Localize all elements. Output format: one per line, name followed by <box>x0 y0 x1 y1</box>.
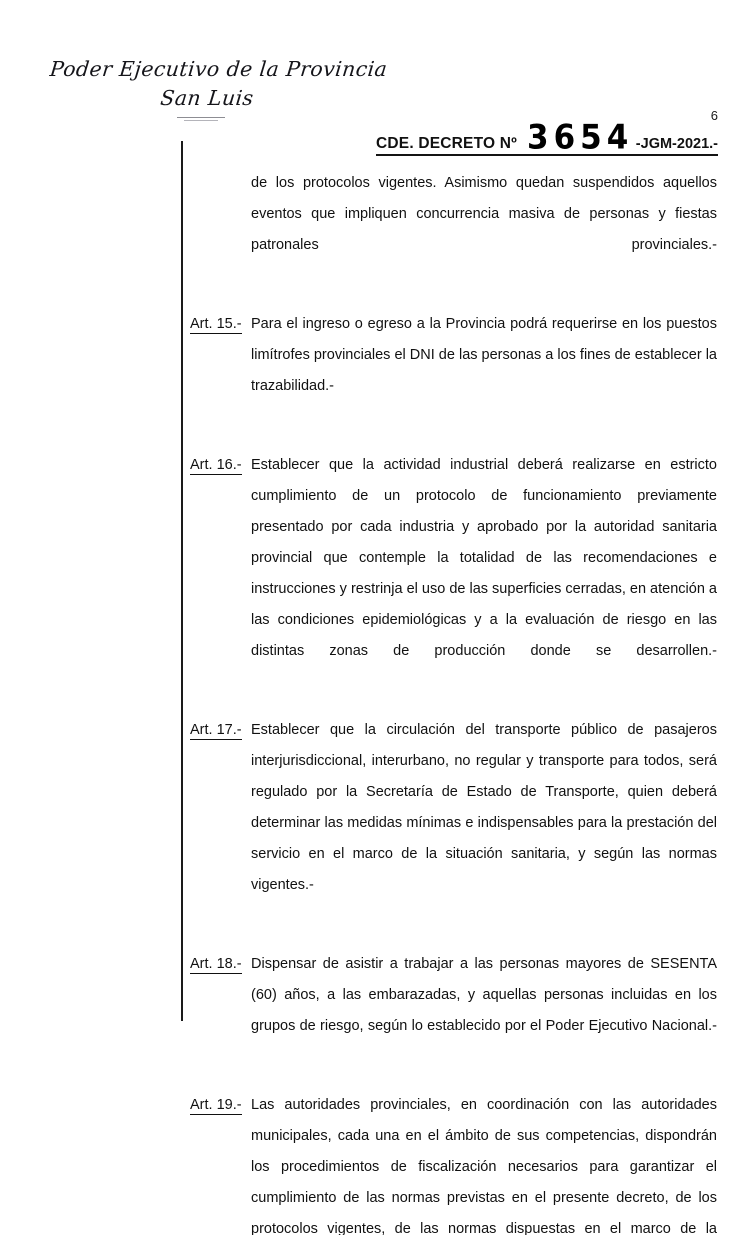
article-label-text: Art. 15.- <box>190 316 242 332</box>
article-label <box>190 715 251 746</box>
decree-number: 3654 <box>527 118 634 157</box>
decree-header-line <box>376 118 718 157</box>
letterhead-line-1: Poder Ejecutivo de la Provincia <box>48 57 389 81</box>
article-label <box>190 309 251 340</box>
article-label <box>190 949 251 980</box>
article-19 <box>190 1090 717 1235</box>
article-text: Dispensar de asistir a trabajar a las personas mayores de SESENTA (60) años, a las embarazadas, y aquellas personas incluidas en los grupos de riesgo, según lo establecido por el Poder Ejecutivo Nacional.- <box>251 956 717 1034</box>
article-text: Establecer que la actividad industrial deberá realizarse en estricto cumplimiento de un protocolo de funcionamiento previamente presentado por cada industria y aprobado por la autoridad sanitaria provincial que contemple la totalidad de las recomendaciones e instrucciones y restrinja el uso de las superficies cerradas, en atención a las condiciones epidemiológicas y a la evaluación de riesgo en las distintas zonas de producción donde se desarrollen.- <box>251 457 717 659</box>
article-18 <box>190 949 717 1073</box>
letterhead <box>40 57 389 123</box>
article-15 <box>190 309 717 433</box>
article-16 <box>190 450 717 698</box>
article-text: Las autoridades provinciales, en coordinación con las autoridades municipales, cada una en el ámbito de sus competencias, dispondrán los procedimientos de fiscalización necesarios para garantizar el cumplimiento de las normas previstas en el presente decreto, de los protocolos vigentes, de las normas dispuestas en el marco de la <box>251 1097 717 1235</box>
page-number: 6 <box>710 108 718 123</box>
decree-label: CDE. DECRETO Nº <box>376 134 518 152</box>
article-label-text: Art. 17.- <box>190 722 242 738</box>
left-margin-rule <box>181 141 183 1021</box>
article-label <box>190 450 251 481</box>
document-header <box>376 108 718 156</box>
paragraph-continuation <box>190 168 717 292</box>
article-text: Para el ingreso o egreso a la Provincia podrá requerirse en los puestos limítrofes provinciales el DNI de las personas a los fines de establecer la trazabilidad.- <box>251 316 717 394</box>
decree-suffix: -JGM-2021.- <box>635 135 718 152</box>
article-label <box>190 1090 251 1121</box>
article-label-text: Art. 16.- <box>190 457 242 473</box>
article-label-text: Art. 19.- <box>190 1097 242 1113</box>
letterhead-divider <box>155 117 225 121</box>
document-body <box>190 168 717 1235</box>
paragraph-text: de los protocolos vigentes. Asimismo quedan suspendidos aquellos eventos que impliquen concurrencia masiva de personas y fiestas patronales provinciales.- <box>251 175 717 253</box>
letterhead-line-2: San Luis <box>159 85 255 110</box>
article-text: Establecer que la circulación del transporte público de pasajeros interjurisdiccional, interurbano, no regular y transporte para todos, será regulado por la Secretaría de Estado de Transporte, quien deberá determinar las medidas mínimas e indispensables para la prestación del servicio en el marco de la situación sanitaria, y según las normas vigentes.- <box>251 722 717 893</box>
article-17 <box>190 715 717 932</box>
article-label-text: Art. 18.- <box>190 956 242 972</box>
